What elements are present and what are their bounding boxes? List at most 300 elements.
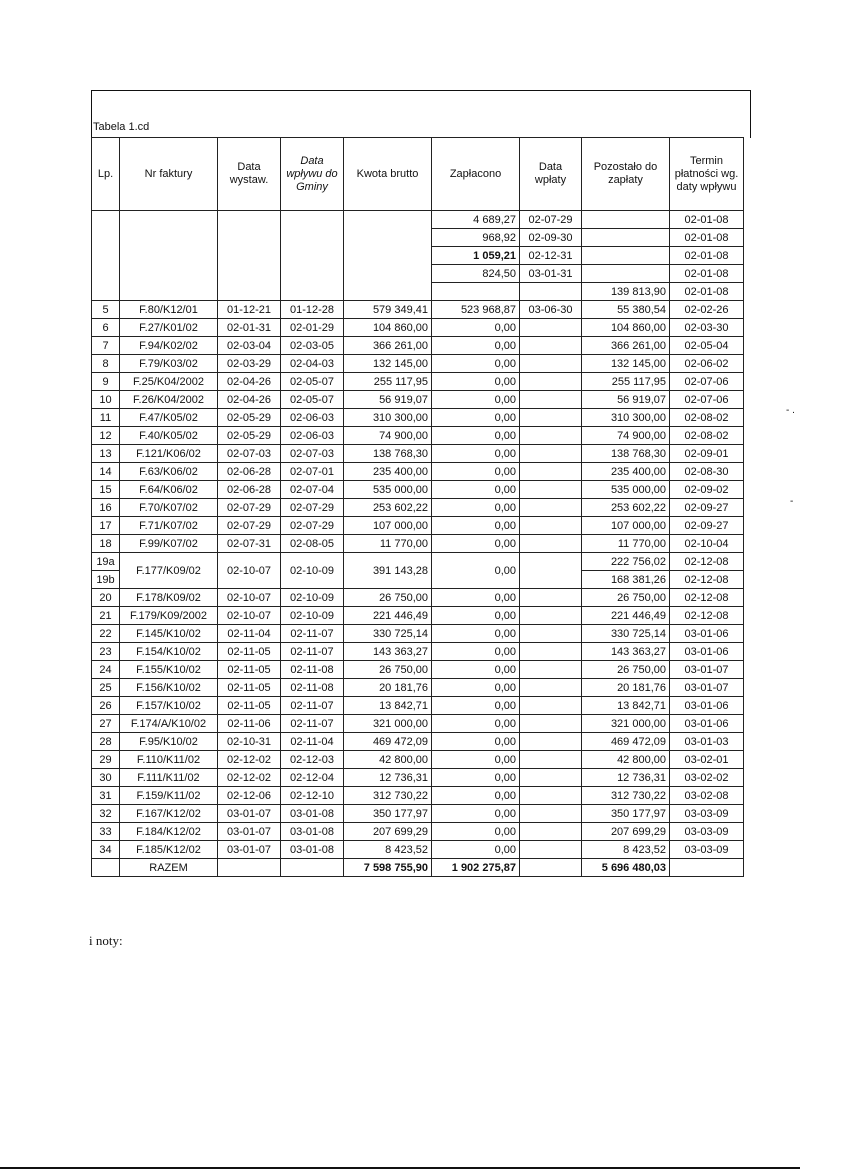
cell-kwota: 107 000,00: [344, 517, 432, 535]
cell-wplyw: 02-07-03: [281, 445, 344, 463]
table-row: [92, 733, 744, 751]
cell-termin: 02-09-27: [670, 517, 744, 535]
cell-lp: 20: [92, 589, 120, 607]
cell-kwota: 20 181,76: [344, 679, 432, 697]
cell-lp: 7: [92, 337, 120, 355]
total-label: RAZEM: [120, 859, 218, 877]
cell-nr: F.157/K10/02: [120, 697, 218, 715]
cell-wplyw: 02-11-04: [281, 733, 344, 751]
cell-wystaw: 03-01-07: [218, 805, 281, 823]
cell-pozostalo: 235 400,00: [582, 463, 670, 481]
cell-nr: F.156/K10/02: [120, 679, 218, 697]
cell-data-wplaty: [520, 625, 582, 643]
table-caption: Tabela 1.cd: [93, 121, 150, 133]
cell-pozostalo: 139 813,90: [582, 283, 670, 301]
table-row: [92, 499, 744, 517]
cell-pozostalo: 330 725,14: [582, 625, 670, 643]
cell-zaplacono: 0,00: [432, 337, 520, 355]
table-row: [92, 805, 744, 823]
cell-wplyw: 01-12-28: [281, 301, 344, 319]
cell-termin: 02-07-06: [670, 391, 744, 409]
cell-wplyw: 02-12-03: [281, 751, 344, 769]
cell-data-wplaty: [520, 481, 582, 499]
cell-data-wplaty: [520, 715, 582, 733]
cell-kwota: 56 919,07: [344, 391, 432, 409]
cell-pozostalo: 253 602,22: [582, 499, 670, 517]
cell-termin: 02-08-02: [670, 409, 744, 427]
cell-pozostalo: 8 423,52: [582, 841, 670, 859]
cell-nr: F.154/K10/02: [120, 643, 218, 661]
cell-termin: 03-01-06: [670, 625, 744, 643]
cell-data-wplaty: [520, 769, 582, 787]
cell-nr: F.185/K12/02: [120, 841, 218, 859]
cell-lp: 25: [92, 679, 120, 697]
cell-pozostalo: 138 768,30: [582, 445, 670, 463]
cell-lp: 27: [92, 715, 120, 733]
cell-zaplacono: 0,00: [432, 373, 520, 391]
cell-wystaw: [218, 859, 281, 877]
cell-lp: 11: [92, 409, 120, 427]
total-pozostalo: 5 696 480,03: [582, 859, 670, 877]
cell-wystaw: 02-12-06: [218, 787, 281, 805]
continuation-row: [92, 211, 744, 229]
cell-lp: [92, 859, 120, 877]
cell-lp: 5: [92, 301, 120, 319]
cell-nr: F.80/K12/01: [120, 301, 218, 319]
cell-kwota: 310 300,00: [344, 409, 432, 427]
cell-wystaw: 01-12-21: [218, 301, 281, 319]
cell-termin: 03-03-09: [670, 841, 744, 859]
cell-lp: 31: [92, 787, 120, 805]
cell-wystaw: 02-06-28: [218, 463, 281, 481]
cell-pozostalo: 168 381,26: [582, 571, 670, 589]
cell-zaplacono: 0,00: [432, 697, 520, 715]
cell-wplyw: 03-01-08: [281, 841, 344, 859]
cell-zaplacono: 0,00: [432, 463, 520, 481]
cell-nr: F.159/K11/02: [120, 787, 218, 805]
cell-wystaw: 02-11-05: [218, 643, 281, 661]
cell-lp: 30: [92, 769, 120, 787]
table-row: [92, 661, 744, 679]
header-nr-faktury: Nr faktury: [120, 138, 218, 211]
cell-lp: 23: [92, 643, 120, 661]
cell-pozostalo: 132 145,00: [582, 355, 670, 373]
table-row: [92, 319, 744, 337]
cell-kwota: [344, 211, 432, 301]
cell-zaplacono: 824,50: [432, 265, 520, 283]
cell-zaplacono: 0,00: [432, 751, 520, 769]
cell-kwota: 13 842,71: [344, 697, 432, 715]
cell-nr: F.174/A/K10/02: [120, 715, 218, 733]
cell-wystaw: 02-03-04: [218, 337, 281, 355]
cell-termin: 02-08-30: [670, 463, 744, 481]
cell-termin: 03-02-01: [670, 751, 744, 769]
cell-nr: F.27/K01/02: [120, 319, 218, 337]
cell-zaplacono: 0,00: [432, 715, 520, 733]
cell-data-wplaty: [520, 391, 582, 409]
cell-wplyw: 03-01-08: [281, 823, 344, 841]
cell-zaplacono: 523 968,87: [432, 301, 520, 319]
notes-label: i noty:: [89, 933, 123, 948]
cell-wplyw: 02-11-07: [281, 697, 344, 715]
cell-data-wplaty: [520, 643, 582, 661]
cell-wystaw: 02-11-05: [218, 679, 281, 697]
cell-termin: 03-03-09: [670, 805, 744, 823]
cell-pozostalo: 11 770,00: [582, 535, 670, 553]
cell-lp: [92, 211, 120, 301]
cell-nr: F.99/K07/02: [120, 535, 218, 553]
cell-wystaw: 02-05-29: [218, 427, 281, 445]
cell-pozostalo: 56 919,07: [582, 391, 670, 409]
cell-lp: 34: [92, 841, 120, 859]
cell-zaplacono: [432, 283, 520, 301]
table-row: [92, 409, 744, 427]
cell-termin: 02-05-04: [670, 337, 744, 355]
cell-lp: 9: [92, 373, 120, 391]
cell-termin: 03-01-06: [670, 643, 744, 661]
cell-termin: 02-01-08: [670, 283, 744, 301]
cell-zaplacono: 0,00: [432, 661, 520, 679]
total-row: [92, 859, 744, 877]
cell-termin: 02-09-02: [670, 481, 744, 499]
cell-termin: 02-08-02: [670, 427, 744, 445]
cell-pozostalo: 255 117,95: [582, 373, 670, 391]
table-row: [92, 373, 744, 391]
cell-data-wplaty: [520, 679, 582, 697]
cell-kwota: 143 363,27: [344, 643, 432, 661]
cell-data-wplaty: 02-09-30: [520, 229, 582, 247]
cell-lp: 13: [92, 445, 120, 463]
cell-pozostalo: 26 750,00: [582, 661, 670, 679]
cell-nr: F.79/K03/02: [120, 355, 218, 373]
cell-wplyw: 02-08-05: [281, 535, 344, 553]
cell-pozostalo: 310 300,00: [582, 409, 670, 427]
cell-zaplacono: 0,00: [432, 823, 520, 841]
cell-wplyw: 02-10-09: [281, 553, 344, 589]
cell-termin: 02-09-01: [670, 445, 744, 463]
cell-termin: 03-01-06: [670, 697, 744, 715]
cell-termin: 02-01-08: [670, 211, 744, 229]
cell-kwota: 8 423,52: [344, 841, 432, 859]
cell-lp: 32: [92, 805, 120, 823]
cell-pozostalo: 535 000,00: [582, 481, 670, 499]
cell-data-wplaty: [520, 499, 582, 517]
cell-data-wplaty: 03-06-30: [520, 301, 582, 319]
cell-data-wplaty: [520, 589, 582, 607]
cell-zaplacono: 1 059,21: [432, 247, 520, 265]
cell-wystaw: 02-07-29: [218, 499, 281, 517]
cell-wystaw: 02-06-28: [218, 481, 281, 499]
cell-pozostalo: 26 750,00: [582, 589, 670, 607]
cell-data-wplaty: [520, 463, 582, 481]
cell-lp: 28: [92, 733, 120, 751]
cell-data-wplaty: [520, 445, 582, 463]
page-bottom-rule: [0, 1167, 800, 1169]
cell-data-wplaty: [520, 661, 582, 679]
cell-zaplacono: 968,92: [432, 229, 520, 247]
table-row: [92, 769, 744, 787]
cell-termin: 02-12-08: [670, 571, 744, 589]
cell-lp: 16: [92, 499, 120, 517]
cell-zaplacono: 0,00: [432, 355, 520, 373]
cell-termin: 02-12-08: [670, 607, 744, 625]
cell-pozostalo: 13 842,71: [582, 697, 670, 715]
cell-termin: 03-03-09: [670, 823, 744, 841]
cell-zaplacono: 0,00: [432, 517, 520, 535]
header-data-wplywu: Data wpływu do Gminy: [281, 138, 344, 211]
cell-termin: 02-10-04: [670, 535, 744, 553]
table-row: [92, 625, 744, 643]
header-kwota-brutto: Kwota brutto: [344, 138, 432, 211]
table-row: [92, 355, 744, 373]
cell-nr: [120, 211, 218, 301]
cell-wplyw: 02-05-07: [281, 373, 344, 391]
cell-pozostalo: 20 181,76: [582, 679, 670, 697]
cell-wplyw: 02-11-08: [281, 661, 344, 679]
cell-termin: 03-02-02: [670, 769, 744, 787]
cell-data-wplaty: [520, 337, 582, 355]
cell-lp: 10: [92, 391, 120, 409]
table-row: [92, 535, 744, 553]
cell-wystaw: 03-01-07: [218, 823, 281, 841]
margin-mark: - .: [786, 405, 795, 416]
cell-data-wplaty: 03-01-31: [520, 265, 582, 283]
cell-nr: F.40/K05/02: [120, 427, 218, 445]
header-pozostalo: Pozostało do zapłaty: [582, 138, 670, 211]
cell-kwota: 391 143,28: [344, 553, 432, 589]
cell-pozostalo: 321 000,00: [582, 715, 670, 733]
header-zaplacono: Zapłacono: [432, 138, 520, 211]
cell-zaplacono: 0,00: [432, 481, 520, 499]
cell-lp: 19b: [92, 571, 120, 589]
cell-wystaw: 02-01-31: [218, 319, 281, 337]
cell-kwota: 132 145,00: [344, 355, 432, 373]
cell-kwota: 330 725,14: [344, 625, 432, 643]
cell-lp: 21: [92, 607, 120, 625]
cell-zaplacono: 0,00: [432, 409, 520, 427]
cell-kwota: 312 730,22: [344, 787, 432, 805]
table-header-row: [92, 138, 744, 211]
cell-kwota: 469 472,09: [344, 733, 432, 751]
cell-wystaw: 02-12-02: [218, 769, 281, 787]
table-row: [92, 301, 744, 319]
cell-nr: F.95/K10/02: [120, 733, 218, 751]
cell-wplyw: 02-07-01: [281, 463, 344, 481]
table-row: [92, 787, 744, 805]
margin-mark: -: [790, 496, 794, 507]
cell-zaplacono: 0,00: [432, 769, 520, 787]
cell-termin: 03-01-07: [670, 679, 744, 697]
cell-data-wplaty: [520, 751, 582, 769]
cell-kwota: 579 349,41: [344, 301, 432, 319]
cell-lp: 19a: [92, 553, 120, 571]
table-row: [92, 337, 744, 355]
cell-pozostalo: 12 736,31: [582, 769, 670, 787]
cell-nr: F.145/K10/02: [120, 625, 218, 643]
cell-data-wplaty: [520, 409, 582, 427]
header-lp: Lp.: [92, 138, 120, 211]
cell-zaplacono: 0,00: [432, 841, 520, 859]
cell-lp: 8: [92, 355, 120, 373]
cell-pozostalo: 350 177,97: [582, 805, 670, 823]
cell-data-wplaty: [520, 517, 582, 535]
cell-lp: 6: [92, 319, 120, 337]
table-row: [92, 715, 744, 733]
cell-kwota: 321 000,00: [344, 715, 432, 733]
cell-nr: F.25/K04/2002: [120, 373, 218, 391]
cell-data-wplaty: [520, 787, 582, 805]
cell-zaplacono: 0,00: [432, 643, 520, 661]
cell-nr: F.167/K12/02: [120, 805, 218, 823]
header-data-wystaw: Data wystaw.: [218, 138, 281, 211]
cell-pozostalo: 221 446,49: [582, 607, 670, 625]
cell-kwota: 350 177,97: [344, 805, 432, 823]
cell-termin: 02-03-30: [670, 319, 744, 337]
cell-termin: 02-01-08: [670, 229, 744, 247]
cell-kwota: 42 800,00: [344, 751, 432, 769]
header-data-wplaty: Data wpłaty: [520, 138, 582, 211]
cell-wplyw: 02-03-05: [281, 337, 344, 355]
cell-nr: F.184/K12/02: [120, 823, 218, 841]
cell-pozostalo: 55 380,54: [582, 301, 670, 319]
cell-lp: 14: [92, 463, 120, 481]
cell-wplyw: 02-10-09: [281, 607, 344, 625]
cell-data-wplaty: [520, 823, 582, 841]
table-row: [92, 445, 744, 463]
cell-data-wplaty: [520, 841, 582, 859]
cell-pozostalo: 42 800,00: [582, 751, 670, 769]
cell-kwota: 207 699,29: [344, 823, 432, 841]
cell-termin: 02-02-26: [670, 301, 744, 319]
cell-termin: 02-01-08: [670, 265, 744, 283]
cell-wplyw: 02-11-08: [281, 679, 344, 697]
cell-data-wplaty: [520, 697, 582, 715]
table-row: [92, 643, 744, 661]
cell-kwota: 12 736,31: [344, 769, 432, 787]
cell-pozostalo: [582, 211, 670, 229]
cell-zaplacono: 0,00: [432, 733, 520, 751]
cell-zaplacono: 0,00: [432, 445, 520, 463]
header-termin: Termin płatności wg. daty wpływu: [670, 138, 744, 211]
cell-zaplacono: 0,00: [432, 499, 520, 517]
cell-wystaw: 02-11-05: [218, 697, 281, 715]
cell-termin: 02-07-06: [670, 373, 744, 391]
cell-wplyw: 02-10-09: [281, 589, 344, 607]
cell-data-wplaty: 02-07-29: [520, 211, 582, 229]
cell-nr: F.111/K11/02: [120, 769, 218, 787]
cell-wystaw: 02-11-06: [218, 715, 281, 733]
cell-data-wplaty: [520, 373, 582, 391]
table-row: [92, 391, 744, 409]
cell-wystaw: 02-10-07: [218, 607, 281, 625]
cell-wystaw: 02-07-31: [218, 535, 281, 553]
table-row: [92, 697, 744, 715]
cell-nr: F.179/K09/2002: [120, 607, 218, 625]
cell-wystaw: 02-10-07: [218, 553, 281, 589]
cell-pozostalo: 104 860,00: [582, 319, 670, 337]
cell-pozostalo: [582, 265, 670, 283]
cell-lp: 18: [92, 535, 120, 553]
table-row: [92, 751, 744, 769]
table-row: [92, 607, 744, 625]
cell-wystaw: 02-11-05: [218, 661, 281, 679]
cell-nr: F.177/K09/02: [120, 553, 218, 589]
cell-kwota: 11 770,00: [344, 535, 432, 553]
cell-nr: F.64/K06/02: [120, 481, 218, 499]
cell-wplyw: 02-07-29: [281, 499, 344, 517]
cell-kwota: 138 768,30: [344, 445, 432, 463]
cell-zaplacono: 0,00: [432, 589, 520, 607]
cell-kwota: 104 860,00: [344, 319, 432, 337]
table-row-split-a: [92, 553, 744, 571]
cell-wplyw: 02-06-03: [281, 409, 344, 427]
cell-wystaw: 02-07-03: [218, 445, 281, 463]
table-row: [92, 517, 744, 535]
cell-wystaw: 02-10-31: [218, 733, 281, 751]
table-frame-top: [91, 90, 751, 138]
table-row: [92, 427, 744, 445]
cell-zaplacono: 0,00: [432, 535, 520, 553]
table-row: [92, 481, 744, 499]
cell-lp: 33: [92, 823, 120, 841]
cell-lp: 17: [92, 517, 120, 535]
cell-wystaw: 02-03-29: [218, 355, 281, 373]
cell-wystaw: [218, 211, 281, 301]
cell-termin: 02-06-02: [670, 355, 744, 373]
cell-pozostalo: 143 363,27: [582, 643, 670, 661]
cell-data-wplaty: [520, 607, 582, 625]
cell-nr: F.121/K06/02: [120, 445, 218, 463]
cell-kwota: 366 261,00: [344, 337, 432, 355]
cell-wplyw: [281, 859, 344, 877]
cell-nr: F.47/K05/02: [120, 409, 218, 427]
cell-zaplacono: 0,00: [432, 787, 520, 805]
cell-pozostalo: 207 699,29: [582, 823, 670, 841]
cell-data-wplaty: [520, 733, 582, 751]
cell-pozostalo: 366 261,00: [582, 337, 670, 355]
cell-wystaw: 02-11-04: [218, 625, 281, 643]
invoice-table-body: [92, 211, 744, 877]
cell-data-wplaty: [520, 355, 582, 373]
cell-data-wplaty: [520, 553, 582, 589]
cell-data-wplaty: [520, 283, 582, 301]
cell-data-wplaty: [520, 427, 582, 445]
cell-wystaw: 02-05-29: [218, 409, 281, 427]
cell-wplyw: 02-11-07: [281, 643, 344, 661]
cell-data-wplaty: 02-12-31: [520, 247, 582, 265]
cell-zaplacono: 0,00: [432, 391, 520, 409]
cell-zaplacono: 0,00: [432, 805, 520, 823]
cell-kwota: 74 900,00: [344, 427, 432, 445]
cell-lp: 12: [92, 427, 120, 445]
cell-kwota: 253 602,22: [344, 499, 432, 517]
cell-nr: F.26/K04/2002: [120, 391, 218, 409]
cell-kwota: 255 117,95: [344, 373, 432, 391]
cell-lp: 15: [92, 481, 120, 499]
cell-zaplacono: 0,00: [432, 607, 520, 625]
cell-pozostalo: 74 900,00: [582, 427, 670, 445]
cell-wystaw: 03-01-07: [218, 841, 281, 859]
cell-kwota: 235 400,00: [344, 463, 432, 481]
table-row: [92, 823, 744, 841]
cell-zaplacono: 4 689,27: [432, 211, 520, 229]
cell-kwota: 221 446,49: [344, 607, 432, 625]
cell-termin: 03-01-03: [670, 733, 744, 751]
cell-kwota: 26 750,00: [344, 589, 432, 607]
cell-wystaw: 02-07-29: [218, 517, 281, 535]
cell-wplyw: 02-12-04: [281, 769, 344, 787]
cell-lp: 26: [92, 697, 120, 715]
